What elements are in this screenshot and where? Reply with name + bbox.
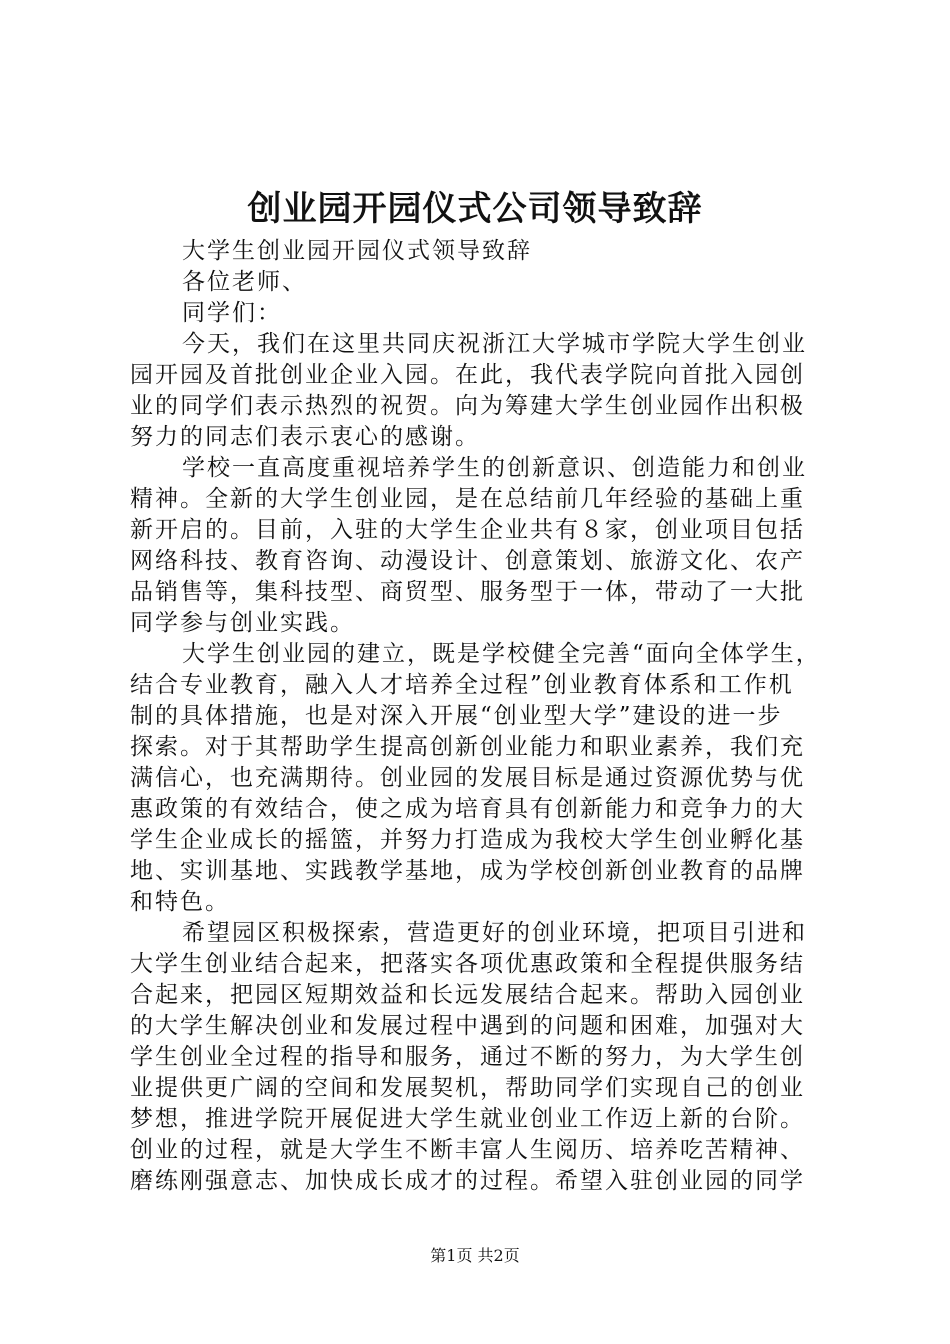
body-line: 地、实训基地、实践教学基地，成为学校创新创业教育的品牌 bbox=[130, 858, 805, 884]
body-line: 制的具体措施，也是对深入开展“创业型大学”建设的进一步 bbox=[130, 703, 783, 729]
page-footer: 第1页 共2页 bbox=[430, 1246, 520, 1265]
body-line: 学生创业全过程的指导和服务，通过不断的努力，为大学生创 bbox=[130, 1044, 805, 1070]
body-line: 大学生创业结合起来，把落实各项优惠政策和全程提供服务结 bbox=[130, 951, 805, 977]
body-line: 学校一直高度重视培养学生的创新意识、创造能力和创业 bbox=[182, 455, 807, 481]
body-line: 网络科技、教育咨询、动漫设计、创意策划、旅游文化、农产 bbox=[130, 548, 805, 574]
body-line: 园开园及首批创业企业入园。在此，我代表学院向首批入园创 bbox=[130, 362, 805, 388]
body-line: 各位老师、 bbox=[182, 269, 307, 295]
body-line: 学生企业成长的摇篮，并努力打造成为我校大学生创业孵化基 bbox=[130, 827, 805, 853]
body-line: 大学生创业园开园仪式领导致辞 bbox=[182, 238, 532, 264]
body-line: 梦想，推进学院开展促进大学生就业创业工作迈上新的台阶。 bbox=[130, 1106, 805, 1132]
body-line: 希望园区积极探索，营造更好的创业环境，把项目引进和 bbox=[182, 920, 807, 946]
body-line: 合起来，把园区短期效益和长远发展结合起来。帮助入园创业 bbox=[130, 982, 805, 1008]
body-line: 惠政策的有效结合，使之成为培育具有创新能力和竞争力的大 bbox=[130, 796, 805, 822]
body-line: 新开启的。目前，入驻的大学生企业共有８家，创业项目包括 bbox=[130, 517, 805, 543]
body-line: 精神。全新的大学生创业园，是在总结前几年经验的基础上重 bbox=[130, 486, 805, 512]
body-line: 结合专业教育，融入人才培养全过程”创业教育体系和工作机 bbox=[130, 672, 794, 698]
body-line: 大学生创业园的建立，既是学校健全完善“面向全体学生， bbox=[182, 641, 821, 667]
body-line: 努力的同志们表示衷心的感谢。 bbox=[130, 424, 480, 450]
body-line: 磨练刚强意志、加快成长成才的过程。希望入驻创业园的同学 bbox=[130, 1168, 805, 1194]
document-body bbox=[130, 236, 830, 1197]
body-line: 的大学生解决创业和发展过程中遇到的问题和困难，加强对大 bbox=[130, 1013, 805, 1039]
body-line: 品销售等，集科技型、商贸型、服务型于一体，带动了一大批 bbox=[130, 579, 805, 605]
body-line: 和特色。 bbox=[130, 889, 230, 915]
document-title: 创业园开园仪式公司领导致辞 bbox=[247, 189, 703, 229]
body-line: 业提供更广阔的空间和发展契机，帮助同学们实现自己的创业 bbox=[130, 1075, 805, 1101]
body-line: 同学参与创业实践。 bbox=[130, 610, 355, 636]
body-line: 今天，我们在这里共同庆祝浙江大学城市学院大学生创业 bbox=[182, 331, 807, 357]
body-line: 探索。对于其帮助学生提高创新创业能力和职业素养，我们充 bbox=[130, 734, 805, 760]
body-line: 创业的过程，就是大学生不断丰富人生阅历、培养吃苦精神、 bbox=[130, 1137, 805, 1163]
body-line: 同学们： bbox=[182, 300, 282, 326]
body-line: 满信心，也充满期待。创业园的发展目标是通过资源优势与优 bbox=[130, 765, 805, 791]
body-line: 业的同学们表示热烈的祝贺。向为筹建大学生创业园作出积极 bbox=[130, 393, 805, 419]
